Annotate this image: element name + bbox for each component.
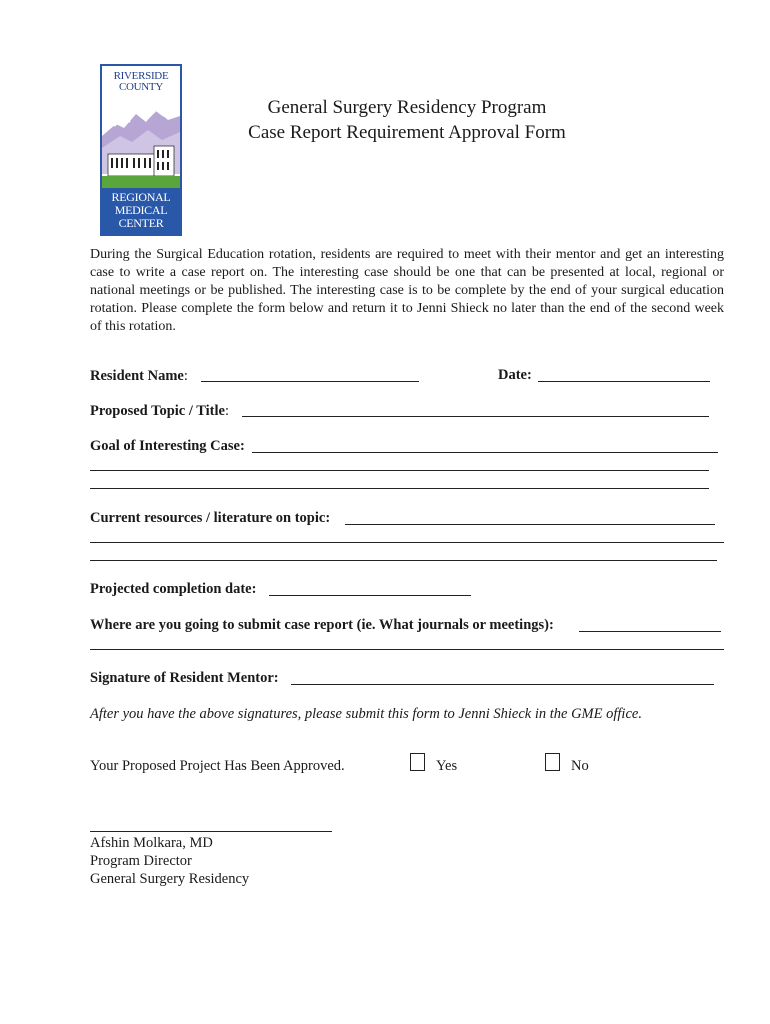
resources-label: Current resources / literature on topic: xyxy=(90,510,331,526)
goal-label: Goal of Interesting Case: xyxy=(90,438,245,454)
submit-venue-label: Where are you going to submit case report (ie. What journals or meetings): xyxy=(90,617,554,633)
mentor-signature-label: Signature of Resident Mentor: xyxy=(90,670,279,686)
topic-label xyxy=(90,402,229,420)
resources-field-line-2[interactable] xyxy=(90,542,724,543)
logo-header-text xyxy=(102,66,180,98)
logo-text-riverside: RIVERSIDE xyxy=(113,70,169,82)
approval-question: Your Proposed Project Has Been Approved. xyxy=(90,758,345,774)
resident-name-label-text: Resident Name xyxy=(90,368,184,384)
topic-label-text: Proposed Topic / Title xyxy=(90,403,225,419)
completion-date-label: Projected completion date: xyxy=(90,581,257,597)
goal-field-line-2[interactable] xyxy=(90,470,709,471)
logo-mountain-building-illustration xyxy=(102,96,180,188)
signatory-block xyxy=(90,834,249,888)
resident-name-colon: : xyxy=(183,368,188,384)
logo-text-center: CENTER xyxy=(118,216,164,230)
submission-note: After you have the above signatures, please submit this form to Jenni Shieck in the GME office. xyxy=(90,706,642,722)
date-label: Date: xyxy=(498,367,532,383)
signatory-role: Program Director xyxy=(90,853,192,869)
form-title-line-1: General Surgery Residency Program xyxy=(267,97,547,118)
no-checkbox[interactable] xyxy=(545,753,560,771)
mentor-signature-field[interactable] xyxy=(291,684,714,685)
yes-checkbox[interactable] xyxy=(410,753,425,771)
submit-venue-field-line-2[interactable] xyxy=(90,649,724,650)
logo-footer-text xyxy=(102,188,180,234)
goal-field-line-3[interactable] xyxy=(90,488,709,489)
logo-text-county: COUNTY xyxy=(118,81,164,93)
goal-field-line-1[interactable] xyxy=(252,452,718,453)
topic-field[interactable] xyxy=(242,416,709,417)
resident-name-label xyxy=(90,367,188,385)
topic-colon: : xyxy=(224,403,229,419)
intro-paragraph: During the Surgical Education rotation, residents are required to meet with their mentor and get an interesting case to write a case report on. The interesting case should be one that can be presented at local, regional or national meetings or be published. The interesting case is to be complete by the end of your surgical education rotation. Please complete the form below and return it to Jenni Shieck no later than the end of the second week of this rotation. xyxy=(90,247,724,334)
logo-text-medical: MEDICAL xyxy=(114,203,168,217)
riverside-logo xyxy=(100,64,182,236)
completion-date-field[interactable] xyxy=(269,595,471,596)
signatory-name: Afshin Molkara, MD xyxy=(90,835,213,851)
no-label: No xyxy=(571,758,589,774)
resources-field-line-3[interactable] xyxy=(90,560,717,561)
yes-label: Yes xyxy=(436,758,458,774)
signatory-department: General Surgery Residency xyxy=(90,871,250,887)
logo-text-regional: REGIONAL xyxy=(111,190,171,204)
director-signature-field[interactable] xyxy=(90,831,332,832)
form-title-line-2: Case Report Requirement Approval Form xyxy=(248,122,566,143)
submit-venue-field-line-1[interactable] xyxy=(579,631,721,632)
resources-field-line-1[interactable] xyxy=(345,524,715,525)
resident-name-field[interactable] xyxy=(201,381,419,382)
date-field[interactable] xyxy=(538,381,710,382)
